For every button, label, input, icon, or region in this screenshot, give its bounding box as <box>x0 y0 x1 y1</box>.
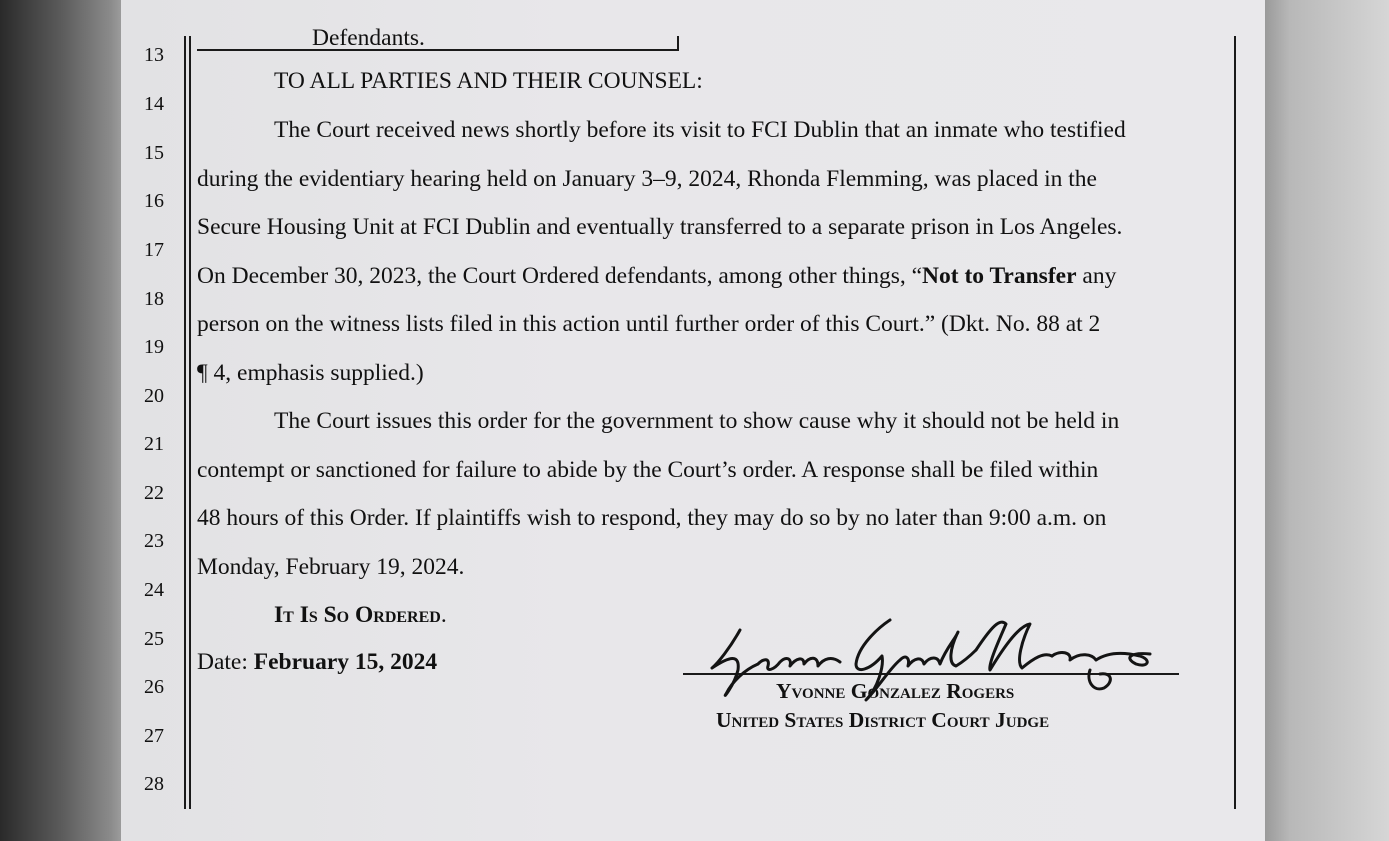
emphasis-not-to-transfer: Not to Transfer <box>922 263 1077 289</box>
line-number: 16 <box>144 190 164 212</box>
paragraph2-line3: 48 hours of this Order. If plaintiffs wish to respond, they may do so by no later than 9:00 a.m. on <box>197 505 1107 531</box>
line-number: 18 <box>144 288 164 310</box>
paragraph1-line4: On December 30, 2023, the Court Ordered defendants, among other things, “Not to Transfer any <box>197 263 1117 289</box>
left-margin-rule-inner <box>189 36 191 809</box>
paragraph1-line1: The Court received news shortly before its visit to FCI Dublin that an inmate who testified <box>274 117 1126 143</box>
line-number: 13 <box>144 44 164 66</box>
line-number: 14 <box>144 93 164 115</box>
line-number: 20 <box>144 385 164 407</box>
line-number: 27 <box>144 725 164 747</box>
line-number: 19 <box>144 336 164 358</box>
paragraph1-line5: person on the witness lists filed in this action until further order of this Court.” (Dkt. No. 88 at 2 <box>197 311 1101 337</box>
line-number: 22 <box>144 482 164 504</box>
judge-name: Yvonne Gonzalez Rogers <box>776 679 1015 703</box>
handwritten-signature <box>700 608 1170 703</box>
line-number: 23 <box>144 530 164 552</box>
paragraph2-line1: The Court issues this order for the government to show cause why it should not be held in <box>274 408 1120 434</box>
paragraph1-line6: ¶ 4, emphasis supplied.) <box>197 360 424 386</box>
paragraph2-line2: contempt or sanctioned for failure to abide by the Court’s order. A response shall be filed within <box>197 457 1099 483</box>
paragraph1-line2: during the evidentiary hearing held on January 3–9, 2024, Rhonda Flemming, was placed in the <box>197 166 1097 192</box>
so-ordered: It Is So Ordered. <box>274 602 447 628</box>
line-number: 24 <box>144 579 164 601</box>
line-number: 28 <box>144 773 164 795</box>
line-number-column <box>121 0 191 841</box>
paragraph1-line3: Secure Housing Unit at FCI Dublin and eventually transferred to a separate prison in Los Angeles. <box>197 214 1123 240</box>
caption-box-right <box>677 36 679 51</box>
caption-box-bottom <box>197 49 679 51</box>
salutation: TO ALL PARTIES AND THEIR COUNSEL: <box>274 68 703 94</box>
line-number: 25 <box>144 628 164 650</box>
paragraph2-line4: Monday, February 19, 2024. <box>197 554 465 580</box>
line-number: 26 <box>144 676 164 698</box>
caption-fragment: Defendants. <box>312 25 425 46</box>
left-margin-rule <box>184 36 186 809</box>
line-number: 21 <box>144 433 164 455</box>
judge-title: United States District Court Judge <box>716 708 1050 732</box>
order-date: Date: February 15, 2024 <box>197 649 438 675</box>
right-margin-rule <box>1234 36 1236 809</box>
line-number: 17 <box>144 239 164 261</box>
line-number: 15 <box>144 142 164 164</box>
